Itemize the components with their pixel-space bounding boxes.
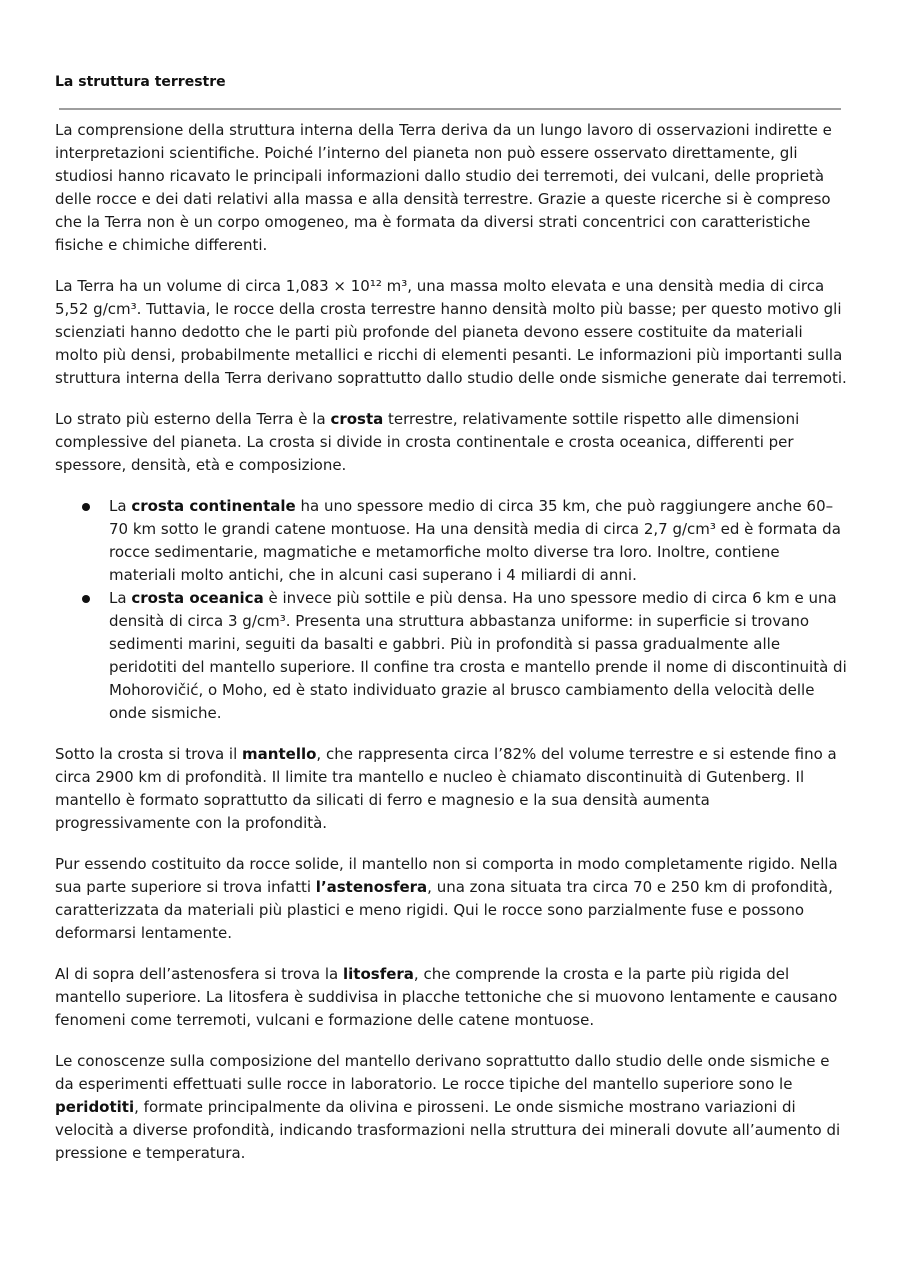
bold-term-crosta-continentale: crosta continentale: [131, 497, 296, 515]
bullet-icon: [82, 595, 90, 603]
title-divider: [59, 108, 841, 110]
text-segment: Sotto la crosta si trova il: [55, 745, 243, 763]
document-title: La struttura terrestre: [55, 74, 226, 90]
paragraph-mantello: [55, 743, 847, 835]
bold-term-astenosfera: l’astenosfera: [315, 878, 428, 896]
text-segment: Al di sopra dell’astenosfera si trova la: [55, 965, 344, 983]
text-segment: , formate principalmente da olivina e pirosseni. Le onde sismiche mostrano variazioni di velocità a diverse profondità, indicando trasformazioni nella struttura dei minerali dovute all’aumento di pressione e temperatura.: [55, 1098, 841, 1162]
paragraph-astenosfera: [55, 853, 847, 945]
text-segment: ha uno spessore medio di circa 35 km, che può raggiungere anche 60–70 km sotto le grandi catene montuose. Ha una densità media di circa 2,7 g/cm³ ed è formata da rocce sedimentarie, magmatiche e metamorfiche molto diverse tra loro. Inoltre, contiene materiali molto antichi, che in alcuni casi superano i 4 miliardi di anni.: [109, 497, 841, 584]
text-segment: Le conoscenze sulla composizione del mantello derivano soprattutto dallo studio delle onde sismiche e da esperimenti effettuati sulle rocce in laboratorio. Le rocce tipiche del mantello superiore sono le: [55, 1052, 830, 1093]
paragraph-intro: La comprensione della struttura interna della Terra deriva da un lungo lavoro di osservazioni indirette e interpretazioni scientifiche. Poiché l’interno del pianeta non può essere osservato direttamente, gli studiosi hanno ricavato le principali informazioni dallo studio dei terremoti, dei vulcani, delle proprietà delle rocce e dei dati relativi alla massa e alla densità terrestre. Grazie a queste ricerche si è compreso che la Terra non è un corpo omogeneo, ma è formata da diversi strati concentrici con caratteristiche fisiche e chimiche differenti.: [55, 121, 832, 254]
document-page: [55, 72, 847, 1165]
bold-term-mantello: mantello: [242, 745, 317, 763]
bullet-icon: [82, 503, 90, 511]
text-segment: Pur essendo costituito da rocce solide, il mantello non si comporta in modo completamente rigido. Nella sua parte superiore si trova infatti: [55, 855, 838, 896]
bold-term-litosfera: litosfera: [343, 965, 414, 983]
text-segment: La: [109, 497, 132, 515]
paragraph-crosta: [55, 408, 847, 477]
list-item-crosta-continentale: [55, 495, 847, 587]
bold-term-peridotiti: peridotiti: [55, 1098, 135, 1116]
list-item-crosta-oceanica: [55, 587, 847, 725]
text-segment: è invece più sottile e più densa. Ha uno spessore medio di circa 6 km e una densità di circa 3 g/cm³. Presenta una struttura abbastanza uniforme: in superficie si trovano sedimenti marini, seguiti da basalti e gabbri. Più in profondità si passa gradualmente alle peridotiti del mantello superiore. Il confine tra crosta e mantello prende il nome di discontinuità di Mohorovičić, o Moho, ed è stato individuato grazie al brusco cambiamento della velocità delle onde sismiche.: [109, 589, 847, 722]
paragraph-peridotiti: [55, 1050, 847, 1165]
paragraph-volume-density: La Terra ha un volume di circa 1,083 × 10¹² m³, una massa molto elevata e una densità media di circa 5,52 g/cm³. Tuttavia, le rocce della crosta terrestre hanno densità molto più basse; per questo motivo gli scienziati hanno dedotto che le parti più profonde del pianeta devono essere costituite da materiali molto più densi, probabilmente metallici e ricchi di elementi pesanti. Le informazioni più importanti sulla struttura interna della Terra derivano soprattutto dallo studio delle onde sismiche generate dai terremoti.: [55, 277, 847, 387]
crosta-types-list: [55, 495, 847, 725]
text-segment: , una zona situata tra circa 70 e 250 km di profondità, caratterizzata da materiali più plastici e meno rigidi. Qui le rocce sono parzialmente fuse e possono deformarsi lentamente.: [55, 878, 833, 942]
text-segment: La: [109, 589, 132, 607]
bold-term-crosta: crosta: [330, 410, 384, 428]
text-segment: , che comprende la crosta e la parte più rigida del mantello superiore. La litosfera è suddivisa in placche tettoniche che si muovono lentamente e causano fenomeni come terremoti, vulcani e formazione delle catene montuose.: [55, 965, 838, 1029]
text-segment: terrestre, relativamente sottile rispetto alle dimensioni complessive del pianeta. La crosta si divide in crosta continentale e crosta oceanica, differenti per spessore, densità, età e composizione.: [55, 410, 800, 474]
paragraph-litosfera: [55, 963, 847, 1032]
text-segment: Lo strato più esterno della Terra è la: [55, 410, 331, 428]
text-segment: , che rappresenta circa l’82% del volume terrestre e si estende fino a circa 2900 km di profondità. Il limite tra mantello e nucleo è chiamato discontinuità di Gutenberg. Il mantello è formato soprattutto da silicati di ferro e magnesio e la sua densità aumenta progressivamente con la profondità.: [55, 745, 837, 832]
bold-term-crosta-oceanica: crosta oceanica: [131, 589, 264, 607]
